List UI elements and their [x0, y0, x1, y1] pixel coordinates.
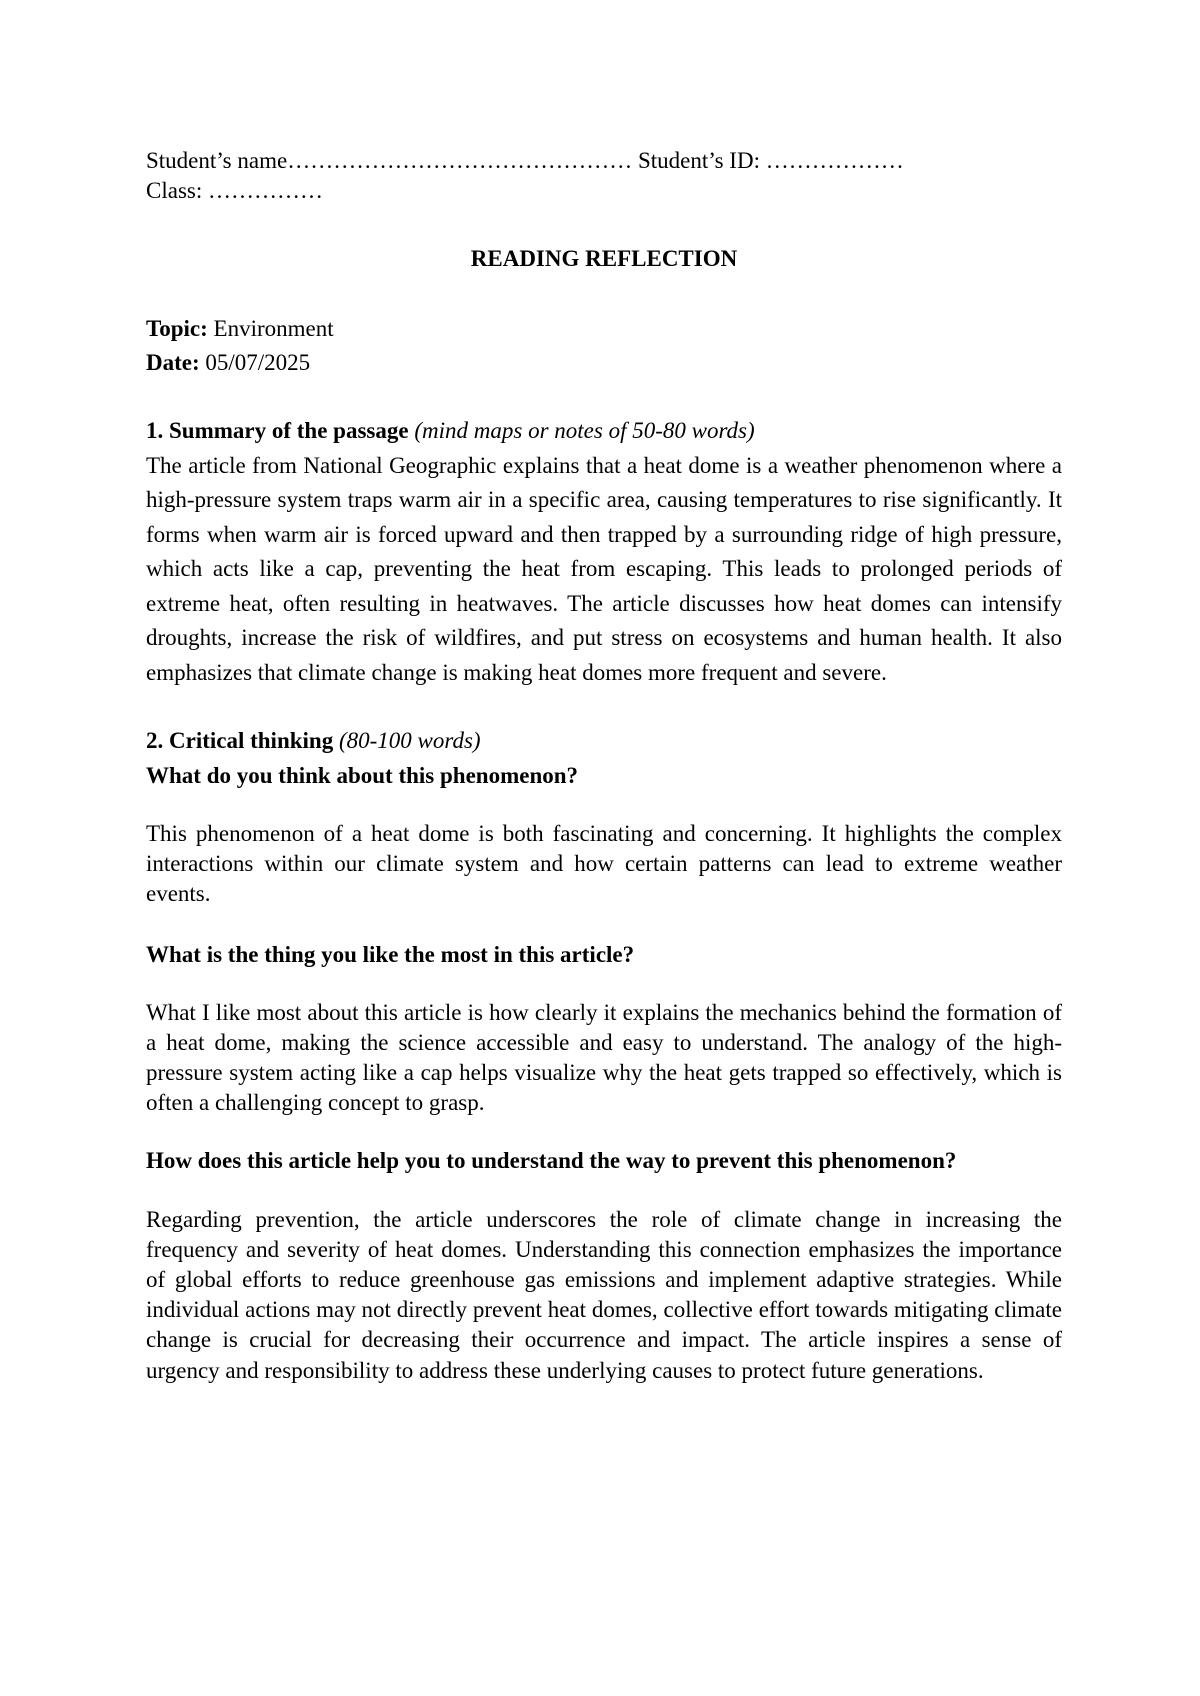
section-2-note: (80-100 words) — [338, 728, 481, 753]
student-name-label: Student’s name — [146, 148, 288, 173]
date-value: 05/07/2025 — [205, 350, 311, 375]
class-label: Class: — [146, 178, 203, 203]
date-line — [146, 346, 1062, 380]
question-1: What do you think about this phenomenon? — [146, 762, 579, 788]
student-id-label: Student’s ID: — [637, 148, 760, 173]
student-info-line — [146, 146, 1062, 176]
section-2-heading: 2. Critical thinking — [146, 728, 334, 753]
student-id-blank: ……………… — [765, 148, 904, 173]
topic-line — [146, 312, 1062, 346]
question-2: What is the thing you like the most in this article? — [146, 941, 635, 967]
class-blank: …………… — [207, 178, 323, 203]
section-1-heading-line — [146, 414, 1062, 449]
class-line — [146, 176, 1062, 206]
section-1-note: (mind maps or notes of 50-80 words) — [414, 418, 755, 443]
student-name-blank: ……………………………………… — [287, 148, 633, 173]
section-1-heading: 1. Summary of the passage — [146, 418, 409, 443]
topic-label: Topic: — [146, 316, 208, 341]
document-page — [146, 146, 1062, 1386]
answer-2: What I like most about this article is how clearly it explains the mechanics behind the formation of a heat dome, making the science accessible and easy to understand. The analogy of the high-pressure system acting like a cap helps visualize why the heat gets trapped so effectively, which is often a challenging concept to grasp. — [146, 999, 1062, 1116]
answer-1: This phenomenon of a heat dome is both fascinating and concerning. It highlights the complex interactions within our climate system and how certain patterns can lead to extreme weather events. — [146, 821, 1062, 907]
section-1-summary: The article from National Geographic explains that a heat dome is a weather phenomenon where a high-pressure system traps warm air in a specific area, causing temperatures to rise significantly. It forms when warm air is forced upward and then trapped by a surrounding ridge of high pressure, which acts like a cap, preventing the heat from escaping. This leads to prolonged periods of extreme heat, often resulting in heatwaves. The article discusses how heat domes can intensify droughts, increase the risk of wildfires, and put stress on ecosystems and human health. It also emphasizes that climate change is making heat domes more frequent and severe. — [146, 452, 1062, 685]
answer-3: Regarding prevention, the article underscores the role of climate change in increasing the frequency and severity of heat domes. Understanding this connection emphasizes the importance of global efforts to reduce greenhouse gas emissions and implement adaptive strategies. While individual actions may not directly prevent heat domes, collective effort towards mitigating climate change is crucial for decreasing their occurrence and impact. The article inspires a sense of urgency and responsibility to address these underlying causes to protect future generations. — [146, 1206, 1062, 1383]
document-title: READING REFLECTION — [470, 246, 738, 271]
topic-value: Environment — [213, 316, 334, 341]
question-3: How does this article help you to understand the way to prevent this phenomenon? — [146, 1148, 957, 1174]
date-label: Date: — [146, 350, 200, 375]
section-2-heading-line — [146, 724, 1062, 759]
